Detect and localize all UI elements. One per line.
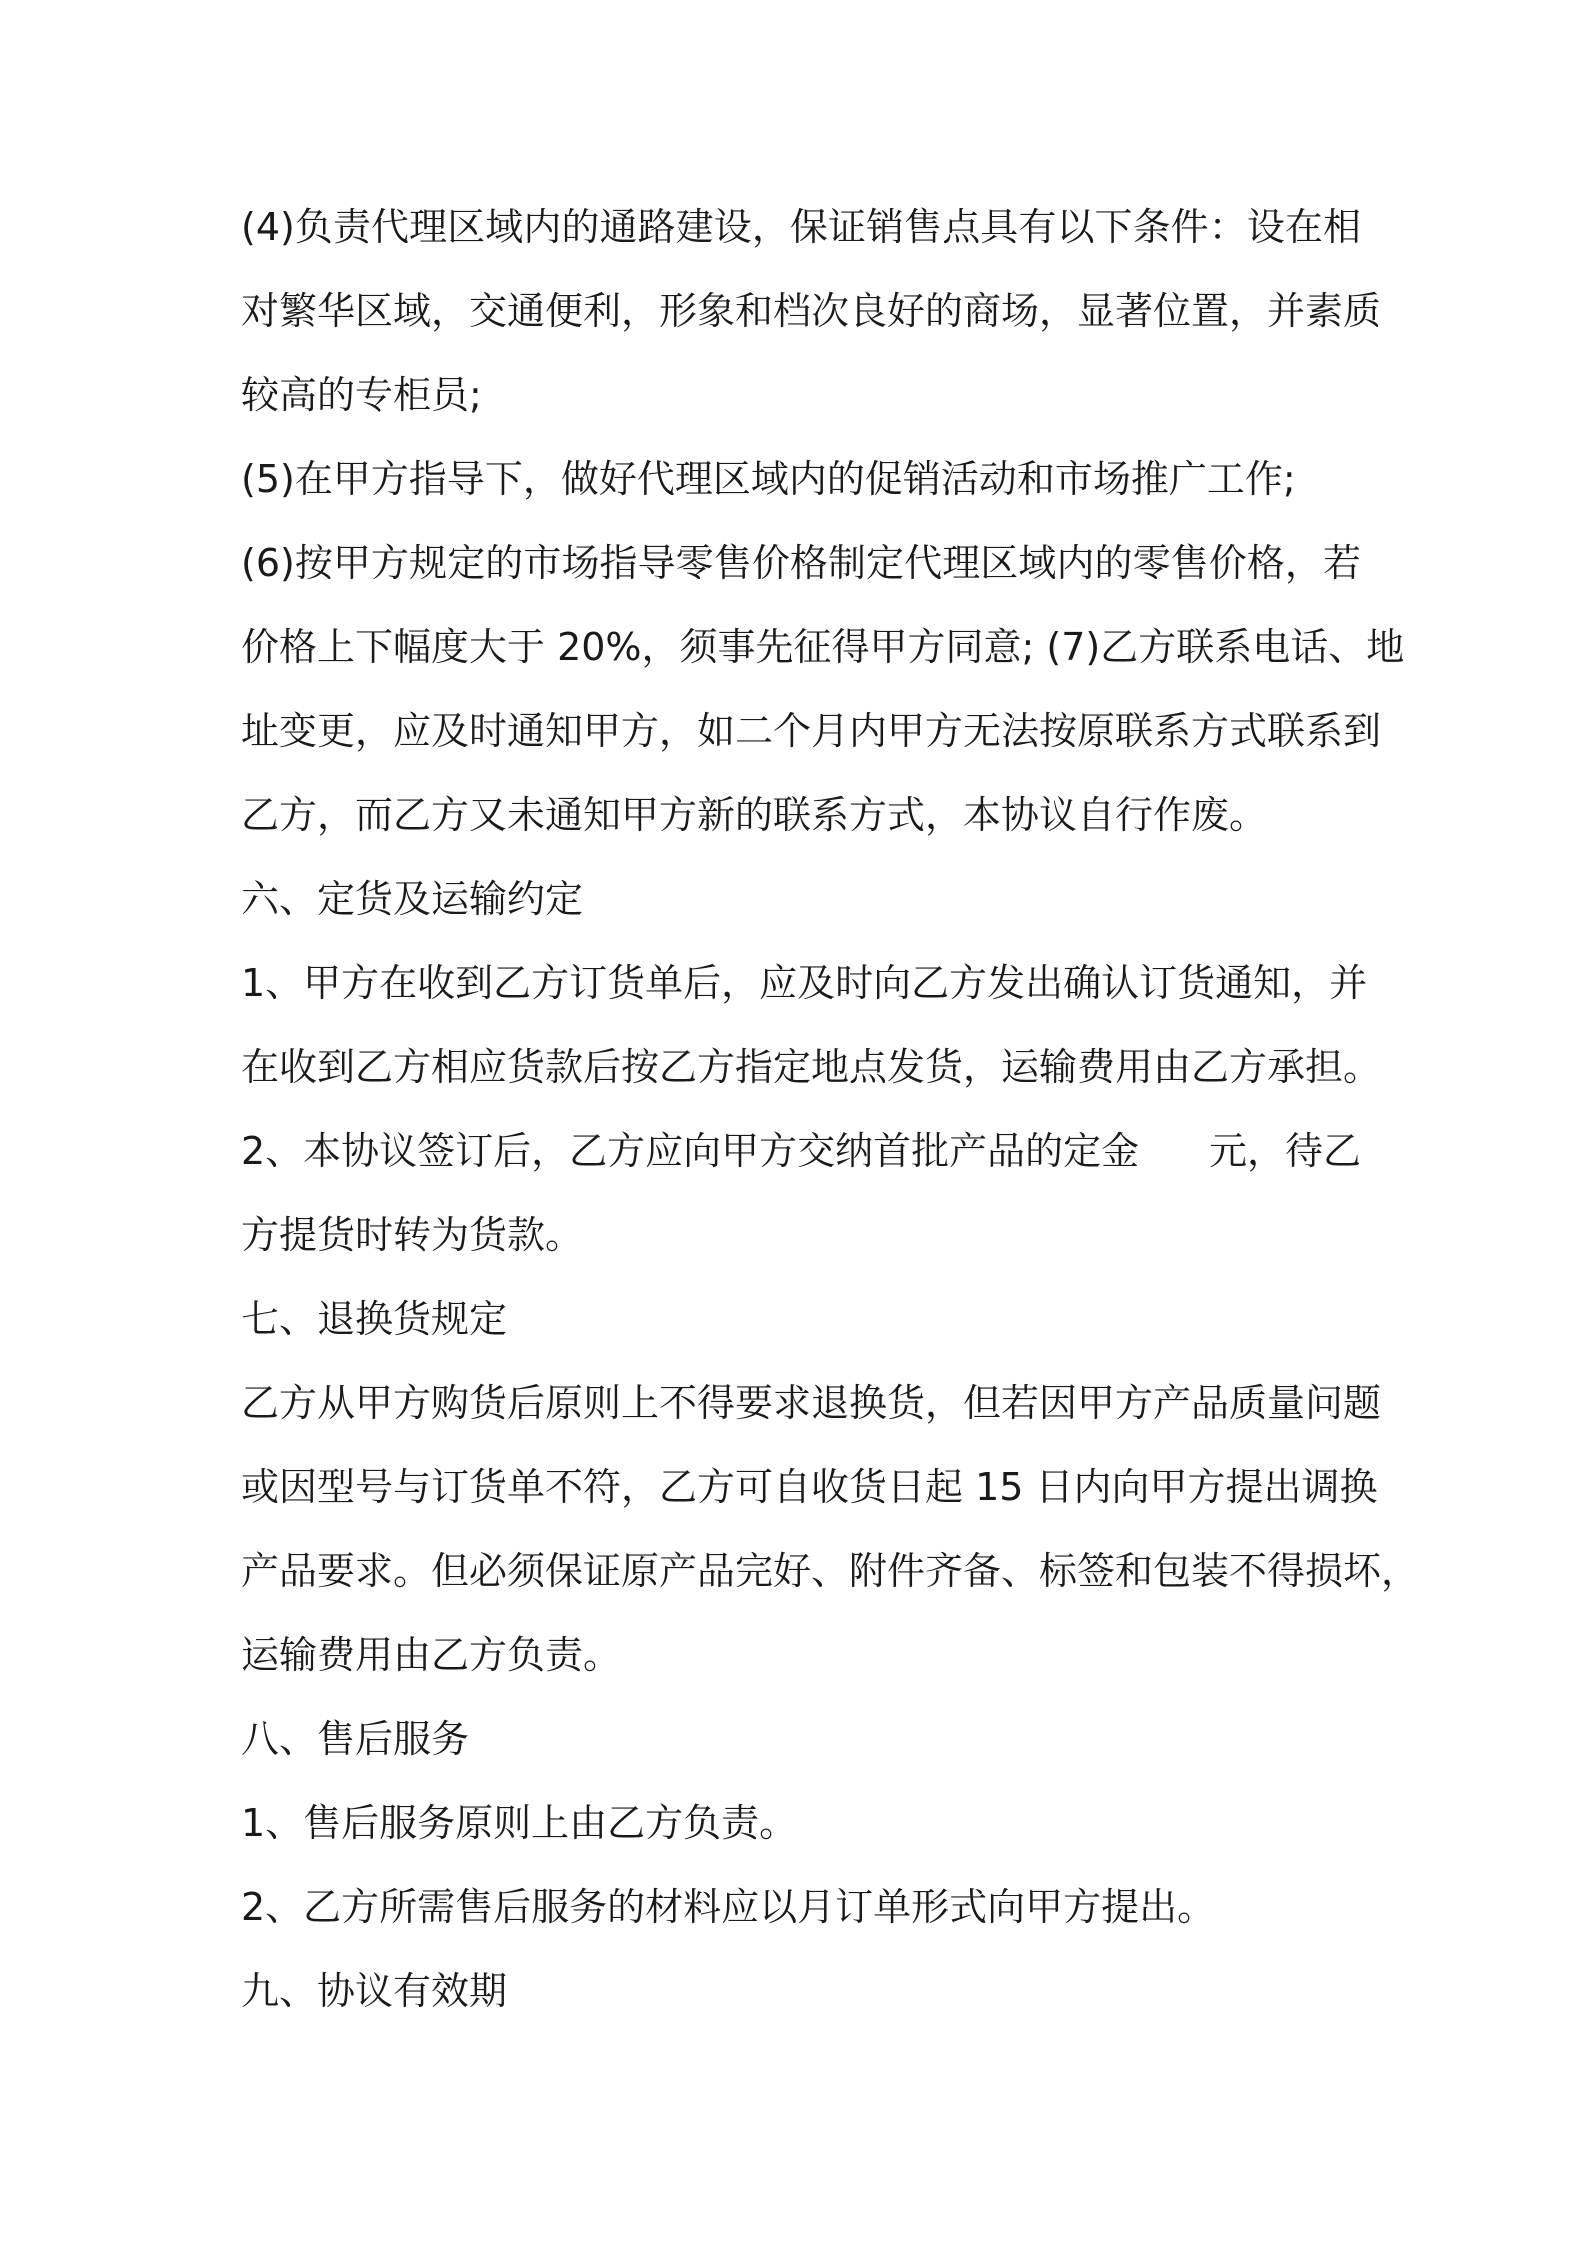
text-line: 价格上下幅度大于 20%，须事先征得甲方同意; (7)乙方联系电话、地 [241, 625, 1405, 669]
text-line: 1、售后服务原则上由乙方负责。 [241, 1801, 798, 1845]
text-line: 2、乙方所需售后服务的材料应以月订单形式向甲方提出。 [241, 1885, 1216, 1929]
text-segment: 元，待乙 [1208, 1129, 1361, 1173]
text-line: 乙方从甲方购货后原则上不得要求退换货，但若因甲方产品质量问题 [241, 1381, 1382, 1425]
text-line: 产品要求。但必须保证原产品完好、附件齐备、标签和包装不得损坏， [241, 1549, 1420, 1593]
text-line: (5)在甲方指导下，做好代理区域内的促销活动和市场推广工作; [241, 457, 1296, 501]
section-heading: 六、定货及运输约定 [241, 877, 584, 921]
text-line: 1、甲方在收到乙方订货单后，应及时向乙方发出确认订货通知，并 [241, 961, 1368, 1005]
text-line: 或因型号与订货单不符，乙方可自收货日起 15 日内向甲方提出调换 [241, 1465, 1378, 1509]
text-line: 乙方，而乙方又未通知甲方新的联系方式，本协议自行作废。 [241, 793, 1268, 837]
text-line: 较高的专柜员; [241, 373, 482, 417]
text-line: (4)负责代理区域内的通路建设，保证销售点具有以下条件：设在相 [241, 205, 1361, 249]
text-line [241, 1125, 1361, 1177]
text-line: 址变更，应及时通知甲方，如二个月内甲方无法按原联系方式联系到 [241, 709, 1382, 753]
text-line: 方提货时转为货款。 [241, 1213, 584, 1257]
text-line: 对繁华区域，交通便利，形象和档次良好的商场，显著位置，并素质 [241, 289, 1382, 333]
text-line: (6)按甲方规定的市场指导零售价格制定代理区域内的零售价格，若 [241, 541, 1361, 585]
text-segment: 2、本协议签订后，乙方应向甲方交纳首批产品的定金 [241, 1129, 1140, 1173]
section-heading: 九、协议有效期 [241, 1969, 508, 2013]
section-heading: 七、退换货规定 [241, 1297, 508, 1341]
text-line: 在收到乙方相应货款后按乙方指定地点发货，运输费用由乙方承担。 [241, 1045, 1382, 1089]
text-line: 运输费用由乙方负责。 [241, 1633, 622, 1677]
section-heading: 八、售后服务 [241, 1717, 470, 1761]
